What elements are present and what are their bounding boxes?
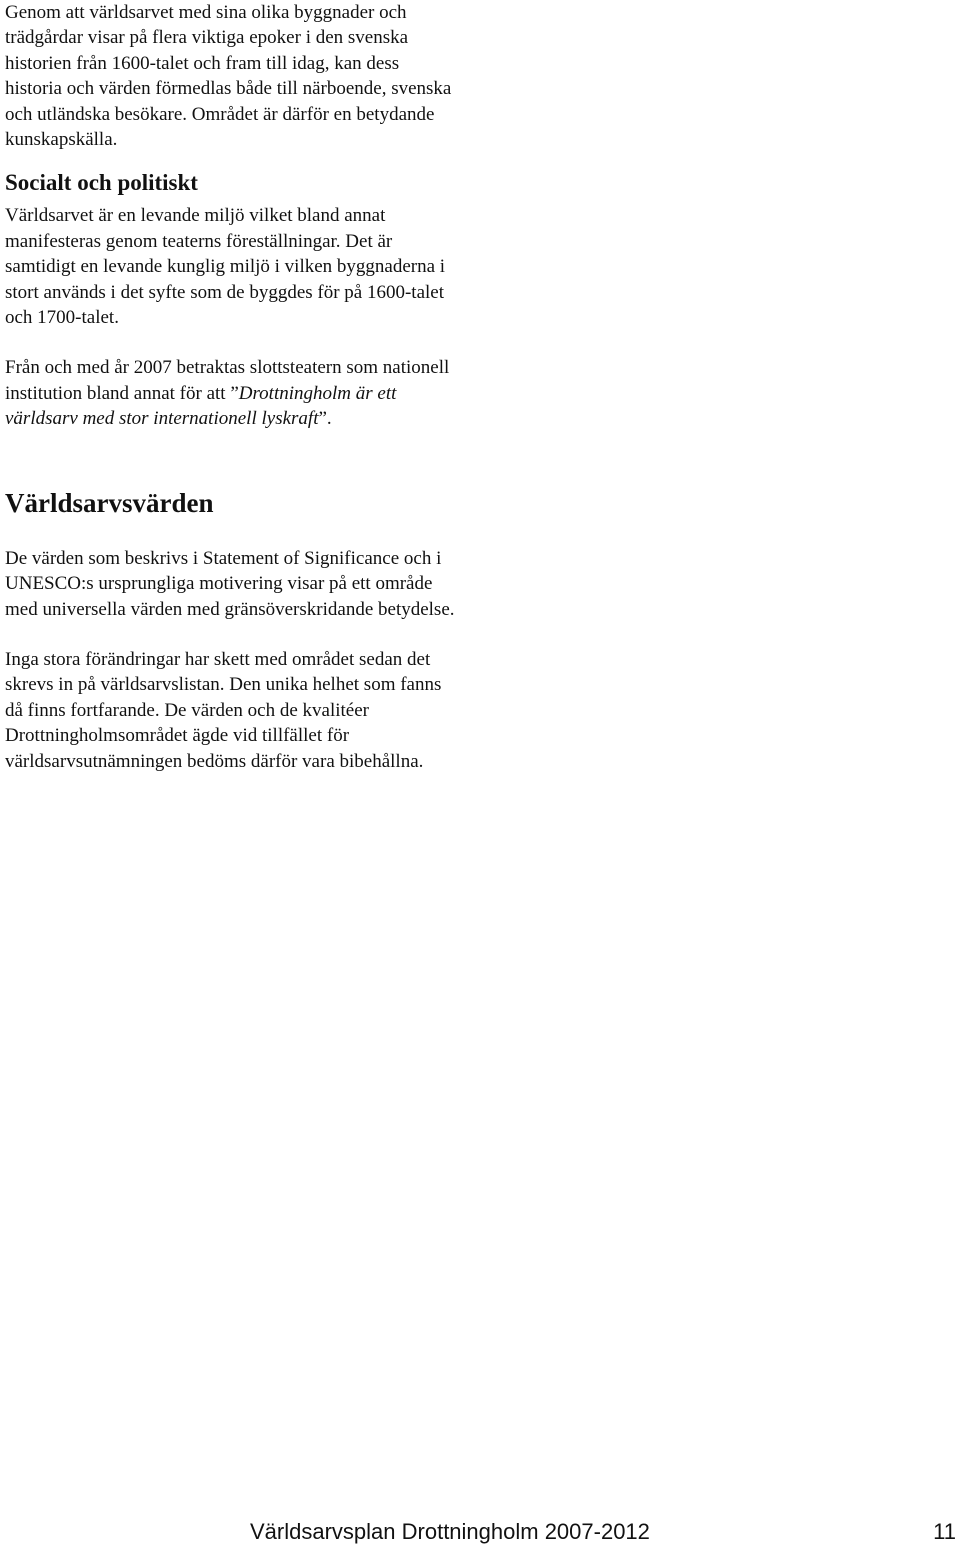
social-paragraph-2-quote: Drottningholm är ett världsarv med stor internationell lyskraft xyxy=(5,382,397,430)
values-paragraph-1: De värden som beskrivs i Statement of Significance och i UNESCO:s ursprungliga motivering visar på ett område med universella värden med gränsöverskridande betydelse. xyxy=(5,547,455,620)
social-paragraph-2-prefix: Från och med år 2007 betraktas slottsteatern som nationell institution bland annat för att ” xyxy=(5,357,450,404)
social-paragraph-2-suffix: ”. xyxy=(318,408,332,430)
social-paragraph-1: Världsarvet är en levande miljö vilket bland annat manifesteras genom teaterns föreställningar. Det är samtidigt en levande kunglig miljö i vilken byggnaderna i stort används i det syfte som de byggdes för på 1600-talet och 1700-talet. xyxy=(5,205,446,329)
text-column xyxy=(5,0,457,774)
values-paragraph-2: Inga stora förändringar har skett med området sedan det skrevs in på världsarvslistan. Den unika helhet som fanns då finns fortfarande. De värden och de kvalitéer Drottningholmsområdet ägde vid tillfället för världsarvsutnämningen bedöms därför vara bibehållna. xyxy=(5,648,442,772)
social-paragraph-2 xyxy=(5,355,457,431)
page-footer xyxy=(0,1518,960,1548)
section-heading-values: Världsarvsvärden xyxy=(5,487,214,518)
intro-paragraph: Genom att världsarvet med sina olika byggnader och trädgårdar visar på flera viktiga epoker i den svenska historien från 1600-talet och fram till idag, kan dess historia och värden förmedlas både till närboende, svenska och utländska besökare. Området är därför en betydande kunskapskälla. xyxy=(5,2,452,151)
page-number: 11 xyxy=(933,1519,956,1544)
section-heading-social: Socialt och politiskt xyxy=(5,170,198,196)
footer-title: Världsarvsplan Drottningholm 2007-2012 xyxy=(250,1519,650,1544)
